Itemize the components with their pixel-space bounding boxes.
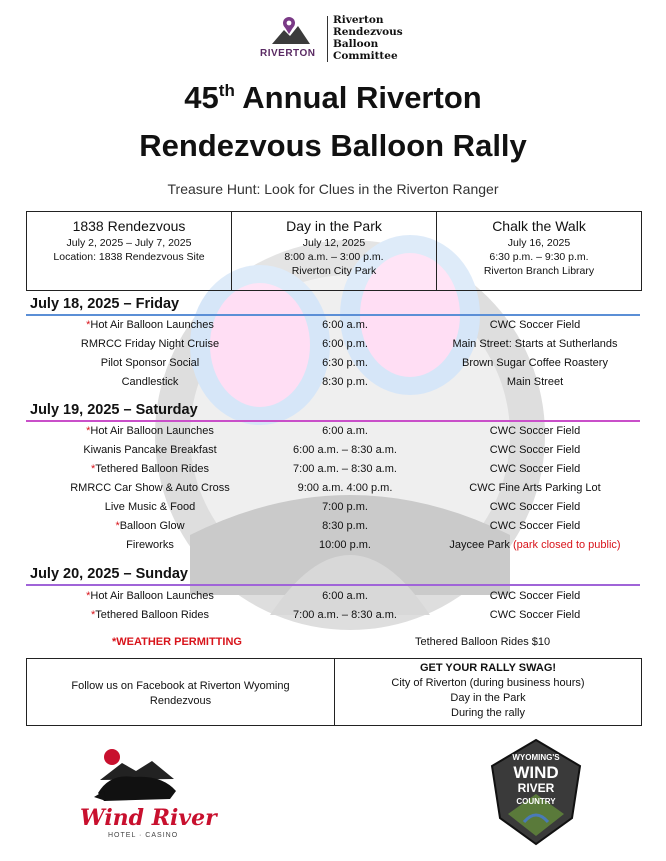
title-suffix: th [218,81,235,100]
swag-info [335,659,641,725]
swag-line: Day in the Park [450,692,526,704]
schedule-row [0,539,666,557]
wy-line-4: COUNTRY [516,797,556,806]
schedule-row [0,444,666,462]
event-time: 7:00 p.m. [322,501,368,513]
event-name-text: Hot Air Balloon Launches [90,319,214,331]
event-name [40,501,260,513]
event-chalk-the-walk [437,212,641,290]
event-line: Riverton City Park [291,265,377,277]
event-time: 9:00 a.m. 4:00 p.m. [297,482,393,494]
wind-river-country-arrowhead-icon [488,738,584,846]
event-location [410,338,660,350]
event-name [40,425,260,437]
schedule-row [0,376,666,394]
schedule-row [0,482,666,500]
event-day-in-the-park [232,212,437,290]
event-time: 8:30 p.m. [322,520,368,532]
event-location-text: CWC Soccer Field [489,501,581,513]
riverton-committee-logo [258,14,408,66]
event-location [410,482,660,494]
event-location-text: CWC Soccer Field [489,520,581,532]
event-time: 6:00 a.m. [322,319,368,331]
event-name [40,319,260,331]
event-name-text: Kiwanis Pancake Breakfast [83,444,217,456]
event-1838-rendezvous [27,212,232,290]
event-time: 8:30 p.m. [322,376,368,388]
event-location [410,590,660,602]
schedule-row [0,590,666,608]
event-line: Location: 1838 Rendezvous Site [53,251,205,263]
event-time: 7:00 a.m. – 8:30 a.m. [293,463,397,475]
day-rule-friday [26,314,640,316]
event-location-text: CWC Fine Arts Parking Lot [469,482,601,494]
swag-title: GET YOUR RALLY SWAG! [419,662,557,674]
schedule-row [0,463,666,481]
event-name-text: Live Music & Food [104,501,196,513]
event-time: 6:00 a.m. [322,590,368,602]
event-location-text: CWC Soccer Field [489,590,581,602]
event-location [410,520,660,532]
wind-river-subtitle: HOTEL · CASINO [108,832,179,839]
schedule-row [0,501,666,519]
schedule-row [0,338,666,356]
event-name-text: Tethered Balloon Rides [95,609,210,621]
facebook-line: Rendezvous [149,695,212,707]
event-time: 6:00 p.m. [322,338,368,350]
event-location-note: (park closed to public) [512,539,621,551]
event-location-text: Main Street [506,376,564,388]
event-name [40,463,260,475]
schedule-row [0,520,666,538]
event-name [40,539,260,551]
event-location [410,463,660,475]
event-location-text: Jaycee Park [449,539,513,551]
event-time: 6:00 a.m. [322,425,368,437]
swag-line: City of Riverton (during business hours) [391,677,585,689]
event-line: 8:00 a.m. – 3:00 p.m. [284,251,384,263]
schedule-row [0,319,666,337]
title-number: 45 [184,80,219,115]
day-rule-sunday [26,584,640,586]
event-name-text: Pilot Sponsor Social [100,357,200,369]
weather-permitting-note: *WEATHER PERMITTING [112,636,242,648]
event-name [40,590,260,602]
event-location [410,501,660,513]
event-time: 10:00 p.m. [319,539,371,551]
event-location [410,376,660,388]
facebook-info [27,659,335,725]
event-name [40,609,260,621]
star-marker: * [86,590,91,602]
event-time: 7:00 a.m. – 8:30 a.m. [293,609,397,621]
event-name [40,444,260,456]
footer-info-box [26,658,642,726]
event-location-text: CWC Soccer Field [489,444,581,456]
logo-wordmark: RIVERTON [260,48,316,59]
subtitle: Treasure Hunt: Look for Clues in the Riverton Ranger [167,181,499,197]
schedule-row [0,609,666,627]
wy-line-3: RIVER [517,781,555,795]
event-location [410,319,660,331]
event-location-text: CWC Soccer Field [489,609,581,621]
event-name-text: Tethered Balloon Rides [95,463,210,475]
event-name-text: Balloon Glow [119,520,185,532]
event-location [410,357,660,369]
event-title: Chalk the Walk [492,218,586,234]
event-name [40,482,260,494]
event-location-text: CWC Soccer Field [489,463,581,475]
event-location [410,539,660,551]
committee-line: Rendezvous [333,26,403,38]
day-rule-saturday [26,420,640,422]
swag-line: During the rally [451,707,525,719]
page-title-line-1 [0,80,666,116]
event-name-text: Hot Air Balloon Launches [90,425,214,437]
event-location [410,609,660,621]
event-time: 6:00 a.m. – 8:30 a.m. [293,444,397,456]
star-marker: * [90,463,96,475]
event-name [40,520,260,532]
committee-line: Balloon [333,38,379,50]
wind-river-wordmark: Wind River [80,805,217,831]
schedule-row [0,425,666,443]
event-location-text: Main Street: Starts at Sutherlands [452,338,618,350]
facebook-line: Follow us on Facebook at Riverton Wyoming [71,680,290,692]
event-name-text: RMRCC Car Show & Auto Cross [70,482,230,494]
event-name [40,338,260,350]
event-name-text: Hot Air Balloon Launches [90,590,214,602]
event-location-text: Brown Sugar Coffee Roastery [462,357,608,369]
day-heading-saturday: July 19, 2025 – Saturday [30,402,198,418]
event-time: 6:30 p.m. [322,357,368,369]
event-line: July 16, 2025 [507,237,571,249]
committee-line: Riverton [333,14,384,26]
event-line: July 2, 2025 – July 7, 2025 [66,237,192,249]
event-name-text: Fireworks [126,539,174,551]
event-location [410,444,660,456]
wy-line-2: WIND [513,763,559,782]
page-title-line-2: Rendezvous Balloon Rally [139,128,527,163]
day-heading-friday: July 18, 2025 – Friday [30,296,180,312]
event-location [410,425,660,437]
day-heading-sunday: July 20, 2025 – Sunday [30,566,188,582]
committee-line: Committee [333,50,398,62]
pre-events-box [26,211,642,291]
star-marker: * [115,520,120,532]
star-marker: * [86,319,91,331]
event-line: July 12, 2025 [302,237,366,249]
event-name-text: RMRCC Friday Night Cruise [80,338,220,350]
event-name [40,376,260,388]
event-line: Riverton Branch Library [483,265,595,277]
event-line: 6:30 p.m. – 9:30 p.m. [489,251,589,263]
event-name [40,357,260,369]
wy-line-1: WYOMING'S [512,753,560,762]
star-marker: * [86,425,91,437]
committee-name [333,14,403,62]
title-rest: Annual Riverton [234,80,482,115]
logo-divider [327,16,328,62]
event-location-text: CWC Soccer Field [489,319,581,331]
star-marker: * [90,609,96,621]
event-title: 1838 Rendezvous [72,218,186,234]
event-location-text: CWC Soccer Field [489,425,581,437]
schedule-row [0,357,666,375]
event-title: Day in the Park [286,218,382,234]
event-name-text: Candlestick [121,376,179,388]
tethered-price-note: Tethered Balloon Rides $10 [415,636,551,648]
